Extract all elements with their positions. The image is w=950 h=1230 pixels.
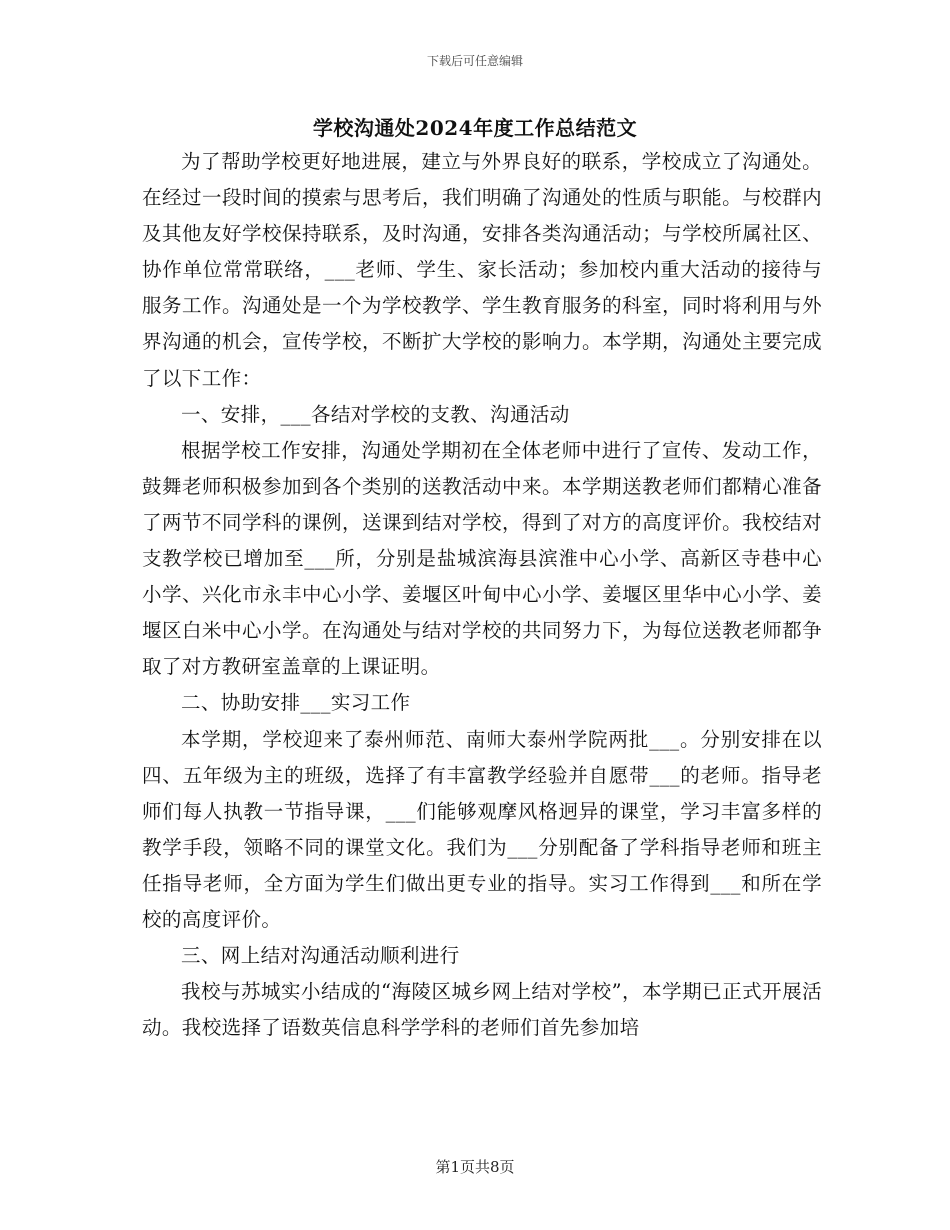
- document-body: [142, 144, 822, 1046]
- page-number: 第1页共8页: [435, 1158, 515, 1176]
- section-heading-1: 一、安排，___各结对学校的支教、沟通活动: [181, 402, 570, 426]
- section-heading-2: 二、协助安排___实习工作: [181, 691, 411, 715]
- paragraph-section-3: 我校与苏城实小结成的“海陵区城乡网上结对学校”，本学期已正式开展活动。我校选择了语数英信息科学学科的老师们首先参加培: [142, 980, 822, 1040]
- page-header-note: 下载后可任意编辑: [426, 54, 523, 68]
- section-heading-3: 三、网上结对沟通活动顺利进行: [181, 944, 460, 968]
- paragraph-section-2: 本学期，学校迎来了泰州师范、南师大泰州学院两批___。分别安排在以四、五年级为主的班级，选择了有丰富教学经验并自愿带___的老师。指导老师们每人执教一节指导课，___们能够观摩风格迥异的课堂，学习丰富多样的教学手段，领略不同的课堂文化。我们为___分别配备了学科指导老师和班主任指导老师，全方面为学生们做出更专业的指导。实习工作得到___和所在学校的高度评价。: [142, 727, 822, 931]
- document-title: 学校沟通处2024年度工作总结范文: [312, 116, 638, 140]
- paragraph-intro: 为了帮助学校更好地进展，建立与外界良好的联系，学校成立了沟通处。在经过一段时间的摸索与思考后，我们明确了沟通处的性质与职能。与校群内及其他友好学校保持联系，及时沟通，安排各类沟通活动；与学校所属社区、协作单位常常联络，___老师、学生、家长活动；参加校内重大活动的接待与服务工作。沟通处是一个为学校教学、学生教育服务的科室，同时将利用与外界沟通的机会，宣传学校，不断扩大学校的影响力。本学期，沟通处主要完成了以下工作：: [142, 150, 822, 390]
- paragraph-section-1: 根据学校工作安排，沟通处学期初在全体老师中进行了宣传、发动工作，鼓舞老师积极参加到各个类别的送教活动中来。本学期送教老师们都精心准备了两节不同学科的课例，送课到结对学校，得到了对方的高度评价。我校结对支教学校已增加至___所，分别是盐城滨海县滨淮中心小学、高新区寺巷中心小学、兴化市永丰中心小学、姜堰区叶甸中心小学、姜堰区里华中心小学、姜堰区白米中心小学。在沟通处与结对学校的共同努力下，为每位送教老师都争取了对方教研室盖章的上课证明。: [142, 438, 822, 679]
